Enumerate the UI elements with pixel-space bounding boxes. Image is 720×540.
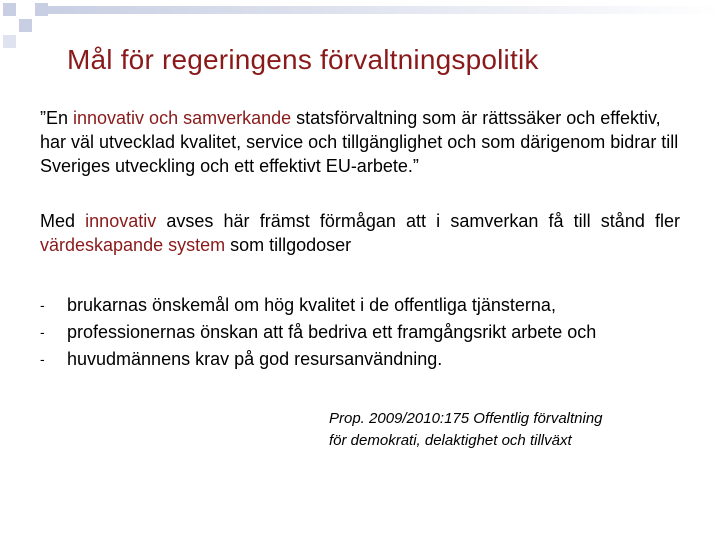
slide-title: Mål för regeringens förvaltningspolitik — [67, 44, 539, 75]
decor-square — [35, 3, 48, 16]
bullet-list — [40, 292, 596, 373]
corner-decoration — [0, 0, 720, 50]
citation-line-2: för demokrati, delaktighet och tillväxt — [329, 432, 572, 449]
decor-square — [3, 3, 16, 16]
citation-line-1: Prop. 2009/2010:175 Offentlig förvaltning — [329, 410, 603, 427]
definition-highlight: innovativ — [85, 211, 157, 231]
quote-text: ”En — [40, 108, 74, 128]
list-item — [40, 319, 596, 346]
quote-highlight: innovativ och samverkande — [73, 108, 292, 128]
list-item — [40, 346, 596, 373]
quote-text: statsförvaltning som är rättssäker och effektiv, har väl utvecklad kvalitet, service och tillgänglighet och som därigenom bidrar till Sveriges utveckling och ett effektivt EU-arbete.” — [40, 108, 679, 176]
bullet-text: huvudmännens krav på god resursanvändning. — [67, 349, 443, 369]
definition-highlight: värdeskapande system — [40, 235, 226, 255]
bullet-text: professionernas önskan att få bedriva ett framgångsrikt arbete och — [67, 322, 597, 342]
bullet-marker: - — [40, 324, 45, 340]
decor-square — [19, 19, 32, 32]
list-item — [40, 292, 596, 319]
quote-paragraph — [40, 106, 680, 178]
decor-square — [19, 3, 32, 16]
bullet-marker: - — [40, 297, 45, 313]
definition-paragraph — [40, 209, 680, 257]
definition-text: som tillgodoser — [225, 235, 352, 255]
bullet-marker: - — [40, 351, 45, 367]
header-gradient-bar — [44, 6, 720, 14]
bullet-text: brukarnas önskemål om hög kvalitet i de offentliga tjänsterna, — [67, 295, 556, 315]
definition-text: avses här främst förmågan att i samverkan få till stånd fler — [156, 211, 680, 231]
decor-square — [3, 19, 16, 32]
definition-text: Med — [40, 211, 86, 231]
decor-square — [3, 35, 16, 48]
citation — [329, 408, 603, 452]
